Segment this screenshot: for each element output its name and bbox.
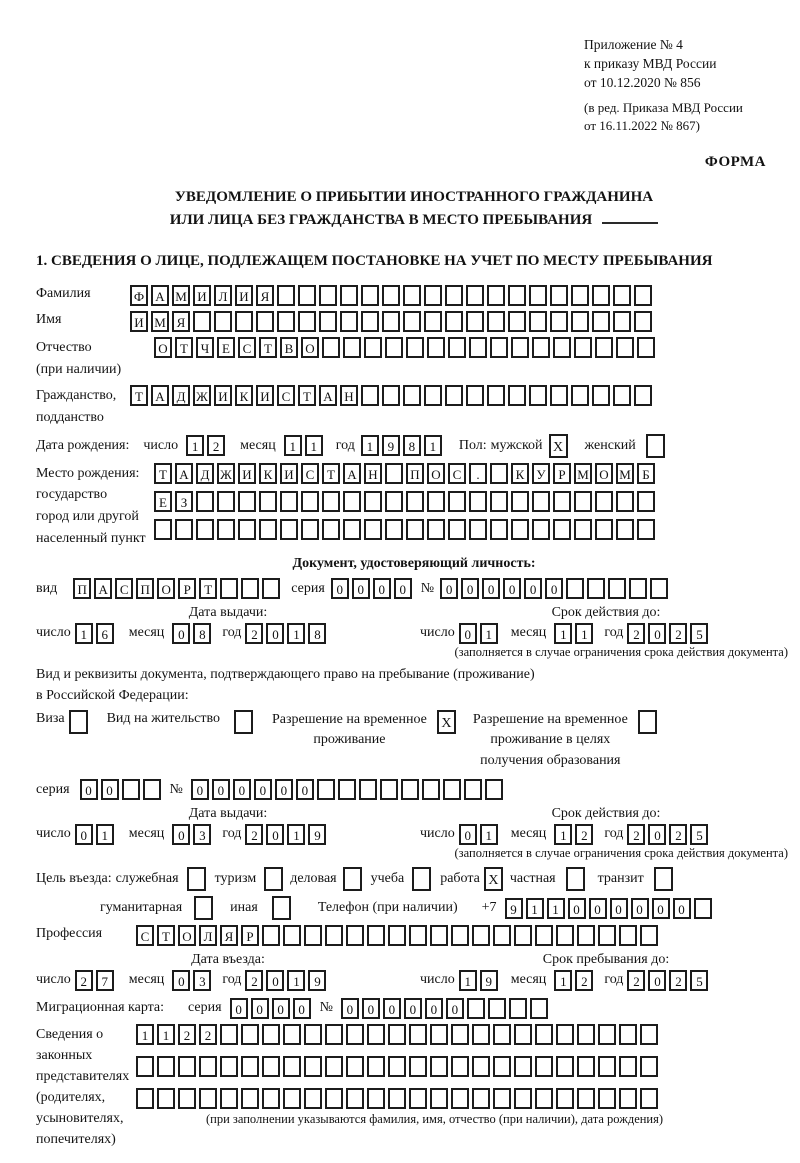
birthplace-label: Место рождения: государство город или другой населенный пункт: [36, 465, 146, 546]
migcard-number-label: №: [319, 1000, 333, 1016]
permit-series-cells[interactable]: 0 0: [80, 779, 164, 800]
guardians-row3-cells[interactable]: [136, 1088, 663, 1109]
entry-day-cells[interactable]: 2 7: [75, 970, 117, 991]
permit-dates-row: [36, 823, 792, 845]
permit-number-cells[interactable]: 0 0 0 0 0 0: [191, 779, 506, 800]
entry-date-header: Дата въезда:: [191, 952, 265, 968]
entry-dates-headers: [36, 951, 792, 969]
phone-label: Телефон (при наличии): [317, 900, 458, 916]
patronymic-label: Отчество (при наличии): [36, 340, 122, 377]
migration-card-label: Миграционная карта:: [36, 1000, 165, 1016]
guardians-block: [36, 1024, 792, 1150]
birthdate-row: [36, 434, 792, 458]
day-label: число: [420, 826, 455, 842]
doc-dates-row: [36, 622, 792, 644]
phone-cells[interactable]: 9 1 1 0 0 0 0 0 0: [505, 898, 715, 919]
doc-series-label: серия: [291, 580, 325, 596]
male-label: мужской: [490, 438, 543, 454]
birthplace-row1-cells[interactable]: Т А Д Ж И К И С Т А Н П О С . К У Р М О М Б: [154, 463, 658, 484]
profession-row: [36, 925, 792, 946]
permit-issue-year-cells[interactable]: 2 0 1 9: [245, 824, 329, 845]
other-checkbox[interactable]: [272, 896, 294, 920]
permit-issue-header: Дата выдачи:: [188, 806, 268, 822]
year-label: год: [222, 826, 242, 842]
permit-type-row: [36, 710, 792, 771]
firstname-label: Имя: [36, 312, 62, 328]
doc-issue-header: Дата выдачи:: [188, 605, 268, 621]
female-label: женский: [584, 438, 636, 454]
day-label: число: [420, 625, 455, 641]
doc-issue-year-cells[interactable]: 2 0 1 8: [245, 623, 329, 644]
visa-checkbox[interactable]: [69, 710, 91, 734]
doc-expiry-day-cells[interactable]: 0 1: [459, 623, 501, 644]
migcard-series-cells[interactable]: 0 0 0 0: [230, 998, 314, 1019]
permit-doc-line2: в Российской Федерации:: [36, 687, 189, 703]
month-label: месяц: [128, 826, 165, 842]
purpose-row1: [36, 867, 792, 891]
year-label: год: [335, 438, 355, 454]
birth-year-cells[interactable]: 1 9 8 1: [361, 435, 445, 456]
birthplace-rows: [154, 463, 792, 540]
birthplace-row3-cells[interactable]: [154, 519, 658, 540]
doc-expiry-note: (заполняется в случае ограничения срока действия документа): [454, 644, 788, 659]
appendix-line: от 10.12.2020 № 856: [584, 74, 701, 90]
page-title: [36, 186, 792, 233]
birth-month-cells[interactable]: 1 1: [284, 435, 326, 456]
day-label: число: [420, 972, 455, 988]
residence-permit-checkbox[interactable]: [234, 710, 256, 734]
firstname-row: [36, 311, 792, 332]
business-checkbox[interactable]: [343, 867, 365, 891]
stay-month-cells[interactable]: 1 2: [554, 970, 596, 991]
permit-issue-month-cells[interactable]: 0 3: [172, 824, 214, 845]
day-label: число: [143, 438, 179, 454]
transit-label: транзит: [597, 871, 644, 887]
doc-number-cells[interactable]: 0 0 0 0 0 0: [440, 578, 671, 599]
birthplace-row2-cells[interactable]: Е З: [154, 491, 658, 512]
stay-until-header: Срок пребывания до:: [542, 952, 670, 968]
title-line2: ИЛИ ЛИЦА БЕЗ ГРАЖДАНСТВА В МЕСТО ПРЕБЫВАНИЯ: [36, 209, 792, 232]
study-checkbox[interactable]: [412, 867, 434, 891]
permit-doc-line1: Вид и реквизиты документа, подтверждающего право на пребывание (проживание): [36, 667, 535, 683]
temp-residence-edu-checkbox[interactable]: [638, 710, 660, 734]
lastname-row: [36, 285, 792, 306]
other-label: иная: [230, 900, 258, 916]
year-label: год: [604, 826, 624, 842]
month-label: месяц: [510, 972, 547, 988]
guardians-row1-cells[interactable]: 1 1 2 2: [136, 1024, 663, 1045]
official-checkbox[interactable]: [187, 867, 209, 891]
transit-checkbox[interactable]: [654, 867, 676, 891]
doc-expiry-header: Срок действия до:: [551, 605, 661, 621]
stay-day-cells[interactable]: 1 9: [459, 970, 501, 991]
female-checkbox[interactable]: [646, 434, 668, 458]
doc-dates-headers: [36, 604, 792, 622]
private-label: частная: [509, 871, 556, 887]
temp-residence-edu-label: Разрешение на временное проживание в целях получения образования: [472, 712, 628, 768]
phone-prefix: +7: [481, 900, 497, 916]
purpose-row2: [100, 896, 792, 920]
entry-month-cells[interactable]: 0 3: [172, 970, 214, 991]
year-label: год: [222, 972, 242, 988]
study-label: учеба: [370, 871, 405, 887]
identity-doc-row: [36, 578, 792, 599]
doc-type-cells[interactable]: П А С П О Р Т: [73, 578, 283, 599]
appendix-line: к приказу МВД России: [584, 55, 717, 71]
revision-line: (в ред. Приказа МВД России: [584, 99, 743, 115]
work-checkbox[interactable]: X: [484, 867, 506, 891]
temp-residence-label: Разрешение на временное проживание: [271, 712, 427, 748]
patronymic-input-cells[interactable]: О Т Ч Е С Т В О: [154, 337, 658, 358]
patronymic-row: [36, 337, 792, 380]
firstname-input-cells[interactable]: И М Я: [130, 311, 655, 332]
revision-line: от 16.11.2022 № 867): [584, 117, 701, 133]
guardians-note: (при заполнении указываются фамилия, имя, отчество (при наличии), дата рождения): [206, 1111, 664, 1126]
migcard-series-label: серия: [188, 1000, 222, 1016]
doc-series-cells[interactable]: 0 0 0 0: [331, 578, 415, 599]
year-label: год: [222, 625, 242, 641]
form-label: ФОРМА: [704, 154, 766, 171]
year-label: год: [604, 972, 624, 988]
humanitarian-label: гуманитарная: [100, 900, 183, 916]
doc-expiry-year-cells[interactable]: 2 0 2 5: [627, 623, 711, 644]
title-line1: УВЕДОМЛЕНИЕ О ПРИБЫТИИ ИНОСТРАННОГО ГРАЖДАНИНА: [174, 188, 654, 205]
title-blank-underline: [602, 211, 658, 224]
profession-label: Профессия: [36, 926, 103, 942]
guardians-rows: [136, 1024, 663, 1128]
month-label: месяц: [240, 438, 276, 454]
section1-heading: 1. СВЕДЕНИЯ О ЛИЦЕ, ПОДЛЕЖАЩЕМ ПОСТАНОВКЕ НА УЧЕТ ПО МЕСТУ ПРЕБЫВАНИЯ: [36, 253, 713, 270]
tourism-label: туризм: [214, 871, 257, 887]
month-label: месяц: [510, 826, 547, 842]
birth-day-cells[interactable]: 1 2: [186, 435, 228, 456]
permit-expiry-day-cells[interactable]: 0 1: [459, 824, 501, 845]
official-label: служебная: [115, 871, 179, 887]
doc-issue-day-cells[interactable]: 1 6: [75, 623, 117, 644]
profession-cells[interactable]: С Т О Л Я Р: [136, 925, 661, 946]
purpose-label: Цель въезда:: [36, 871, 112, 887]
guardians-row2-cells[interactable]: [136, 1056, 663, 1077]
day-label: число: [36, 972, 71, 988]
migcard-number-cells[interactable]: 0 0 0 0 0 0: [341, 998, 551, 1019]
guardians-label: Сведения о законных представителях (родителях, усыновителях, попечителях): [36, 1026, 130, 1147]
day-label: число: [36, 625, 71, 641]
migration-card-row: [36, 998, 792, 1019]
permit-dates-headers: [36, 805, 792, 823]
temp-residence-checkbox[interactable]: X: [437, 710, 459, 734]
business-label: деловая: [290, 871, 337, 887]
identity-doc-heading: Документ, удостоверяющий личность:: [292, 555, 536, 571]
visa-label: Виза: [36, 711, 65, 727]
permit-issue-day-cells[interactable]: 0 1: [75, 824, 117, 845]
permit-expiry-year-cells[interactable]: 2 0 2 5: [627, 824, 711, 845]
doc-issue-month-cells[interactable]: 0 8: [172, 623, 214, 644]
permit-series-label: серия: [36, 781, 70, 797]
residence-permit-label: Вид на жительство: [106, 711, 220, 727]
month-label: месяц: [128, 972, 165, 988]
citizenship-row: [36, 385, 792, 428]
month-label: месяц: [128, 625, 165, 641]
male-checkbox[interactable]: X: [549, 434, 571, 458]
citizenship-input-cells[interactable]: Т А Д Ж И К И С Т А Н: [130, 385, 655, 406]
entry-year-cells[interactable]: 2 0 1 9: [245, 970, 329, 991]
work-label: работа: [440, 871, 480, 887]
permit-expiry-header: Срок действия до:: [551, 806, 661, 822]
tourism-checkbox[interactable]: [264, 867, 286, 891]
humanitarian-checkbox[interactable]: [194, 896, 216, 920]
doc-expiry-month-cells[interactable]: 1 1: [554, 623, 596, 644]
appendix-header: [584, 36, 780, 135]
birthdate-label: Дата рождения:: [36, 438, 130, 454]
permit-expiry-month-cells[interactable]: 1 2: [554, 824, 596, 845]
permit-series-row: [36, 779, 792, 800]
day-label: число: [36, 826, 71, 842]
month-label: месяц: [510, 625, 547, 641]
year-label: год: [604, 625, 624, 641]
doc-number-label: №: [420, 580, 435, 596]
permit-number-label: №: [169, 781, 183, 797]
sex-label: Пол:: [458, 438, 487, 454]
citizenship-label: Гражданство, подданство: [36, 388, 117, 426]
birthplace-block: [36, 463, 792, 550]
stay-year-cells[interactable]: 2 0 2 5: [627, 970, 711, 991]
lastname-input-cells[interactable]: Ф А М И Л И Я: [130, 285, 655, 306]
permit-expiry-note: (заполняется в случае ограничения срока действия документа): [454, 845, 788, 860]
appendix-line: Приложение № 4: [584, 37, 683, 52]
lastname-label: Фамилия: [36, 286, 91, 302]
doc-type-label: вид: [36, 580, 58, 596]
private-checkbox[interactable]: [566, 867, 588, 891]
entry-dates-row: [36, 969, 792, 991]
